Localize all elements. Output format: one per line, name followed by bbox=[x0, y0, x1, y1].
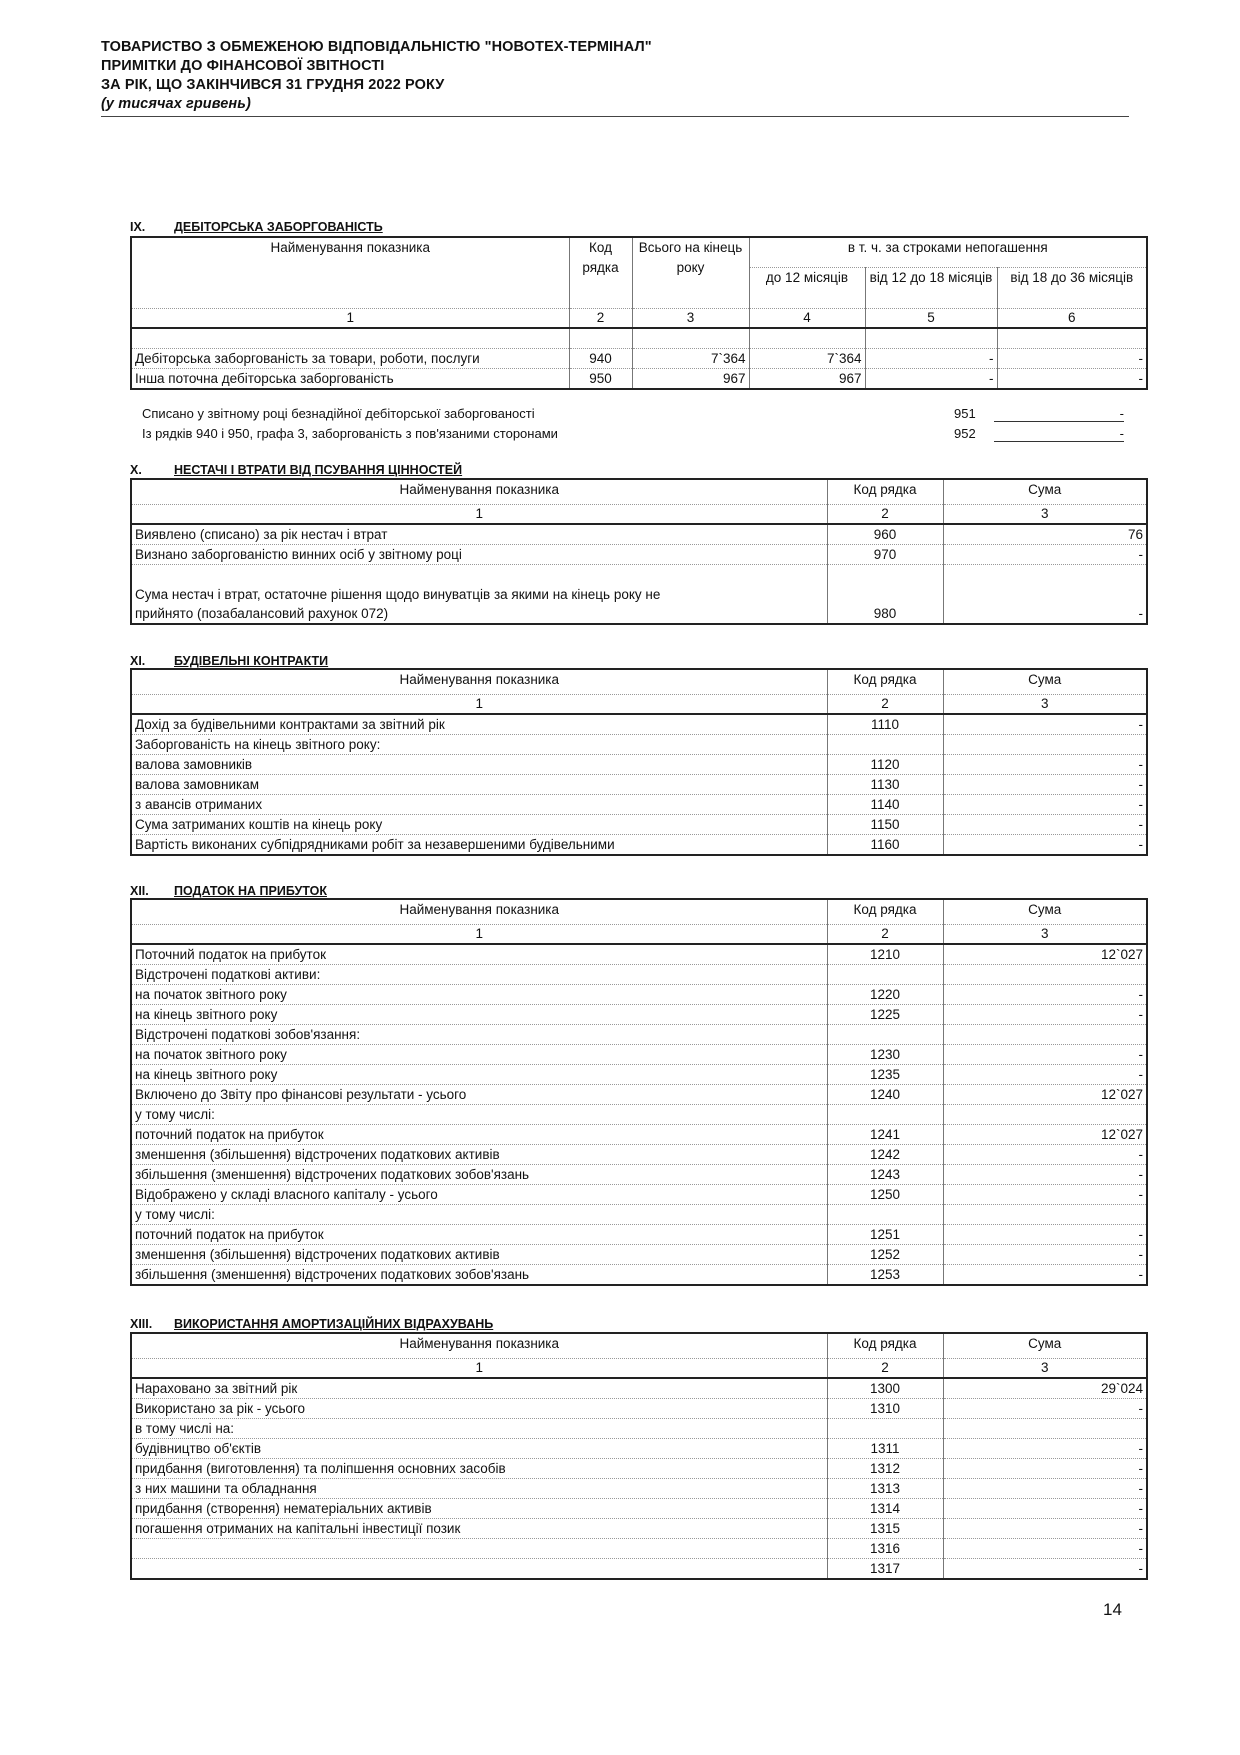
col-number: 1 bbox=[131, 695, 827, 715]
row-a: 967 bbox=[749, 368, 865, 389]
row-code: 1140 bbox=[827, 795, 943, 815]
related-parties-line bbox=[142, 426, 1124, 441]
table-row bbox=[131, 1205, 1147, 1225]
row-name: придбання (створення) нематеріальних активів bbox=[131, 1499, 827, 1519]
table-row bbox=[131, 1065, 1147, 1085]
col-code-header: Код рядка bbox=[569, 237, 632, 308]
column-number-row bbox=[131, 1359, 1147, 1379]
extra-text: Із рядків 940 і 950, графа 3, заборгованість з пов'язаними сторонами bbox=[142, 426, 558, 441]
col-code-header: Код рядка bbox=[827, 669, 943, 695]
row-sum: - bbox=[943, 714, 1147, 735]
row-sum: - bbox=[943, 1225, 1147, 1245]
section-xiii-heading bbox=[130, 1317, 493, 1331]
col-number: 5 bbox=[865, 308, 997, 328]
table-row bbox=[131, 1539, 1147, 1559]
row-name: у тому числі: bbox=[131, 1105, 827, 1125]
row-code: 1240 bbox=[827, 1085, 943, 1105]
col-number: 3 bbox=[943, 505, 1147, 525]
row-code: 1316 bbox=[827, 1539, 943, 1559]
row-code bbox=[827, 1419, 943, 1439]
table-row bbox=[131, 1419, 1147, 1439]
page-number: 14 bbox=[1103, 1600, 1122, 1619]
col-b-header: від 12 до 18 місяців bbox=[865, 267, 997, 308]
row-sum: - bbox=[943, 1145, 1147, 1165]
table-row bbox=[131, 714, 1147, 735]
shortages-table bbox=[130, 478, 1148, 625]
row-code: 1230 bbox=[827, 1045, 943, 1065]
col-name-header: Найменування показника bbox=[131, 1333, 827, 1359]
row-sum: - bbox=[943, 1165, 1147, 1185]
table-row bbox=[131, 1378, 1147, 1399]
table-row bbox=[131, 985, 1147, 1005]
row-code bbox=[827, 1205, 943, 1225]
row-name: зменшення (збільшення) відстрочених податкових активів bbox=[131, 1245, 827, 1265]
table-row bbox=[131, 775, 1147, 795]
row-code: 1242 bbox=[827, 1145, 943, 1165]
col-number: 3 bbox=[943, 925, 1147, 945]
row-code: 950 bbox=[569, 368, 632, 389]
row-sum bbox=[943, 1419, 1147, 1439]
row-code: 1160 bbox=[827, 835, 943, 856]
table-row bbox=[131, 1145, 1147, 1165]
row-c: - bbox=[997, 348, 1147, 368]
section-number: XIII. bbox=[130, 1317, 153, 1331]
table-row bbox=[131, 368, 1147, 389]
row-code: 1210 bbox=[827, 944, 943, 965]
row-code: 1220 bbox=[827, 985, 943, 1005]
row-sum: - bbox=[943, 1439, 1147, 1459]
row-name: Включено до Звіту про фінансові результати - усього bbox=[131, 1085, 827, 1105]
row-sum: 76 bbox=[943, 524, 1147, 545]
section-number: IX. bbox=[130, 220, 146, 234]
extra-value: - bbox=[994, 426, 1124, 442]
col-number: 6 bbox=[997, 308, 1147, 328]
row-name: Сума затриманих коштів на кінець року bbox=[131, 815, 827, 835]
section-xii-heading bbox=[130, 884, 327, 898]
row-name: Дохід за будівельними контрактами за звітний рік bbox=[131, 714, 827, 735]
row-name: на кінець звітного року bbox=[131, 1005, 827, 1025]
table-row bbox=[131, 755, 1147, 775]
row-name: будівництво об'єктів bbox=[131, 1439, 827, 1459]
row-name: погашення отриманих на капітальні інвестиції позик bbox=[131, 1519, 827, 1539]
col-number: 4 bbox=[749, 308, 865, 328]
row-name: Дебіторська заборгованість за товари, роботи, послуги bbox=[131, 348, 569, 368]
table-row bbox=[131, 1439, 1147, 1459]
table-row bbox=[131, 965, 1147, 985]
row-sum: - bbox=[943, 1045, 1147, 1065]
row-code: 1253 bbox=[827, 1265, 943, 1286]
table-row bbox=[131, 1125, 1147, 1145]
col-a-header: до 12 місяців bbox=[749, 267, 865, 308]
extra-text: Списано у звітному році безнадійної дебіторської заборгованості bbox=[142, 406, 535, 421]
table-row bbox=[131, 1085, 1147, 1105]
section-title: БУДІВЕЛЬНІ КОНТРАКТИ bbox=[174, 654, 329, 668]
col-number: 1 bbox=[131, 505, 827, 525]
row-code bbox=[827, 965, 943, 985]
row-code: 1312 bbox=[827, 1459, 943, 1479]
column-number-row bbox=[131, 695, 1147, 715]
col-c-header: від 18 до 36 місяців bbox=[997, 267, 1147, 308]
row-name: на кінець звітного року bbox=[131, 1065, 827, 1085]
row-sum bbox=[943, 965, 1147, 985]
section-title: ДЕБІТОРСЬКА ЗАБОРГОВАНІСТЬ bbox=[174, 220, 383, 234]
row-sum bbox=[943, 1105, 1147, 1125]
row-name: поточний податок на прибуток bbox=[131, 1125, 827, 1145]
row-sum bbox=[943, 1205, 1147, 1225]
col-number: 3 bbox=[632, 308, 749, 328]
section-ix-heading bbox=[130, 220, 383, 234]
row-name: з авансів отриманих bbox=[131, 795, 827, 815]
row-sum: - bbox=[943, 775, 1147, 795]
row-name: на початок звітного року bbox=[131, 1045, 827, 1065]
doc-title: ПРИМІТКИ ДО ФІНАНСОВОЇ ЗВІТНОСТІ bbox=[101, 58, 385, 74]
col-number: 3 bbox=[943, 695, 1147, 715]
table-body bbox=[131, 944, 1147, 1285]
row-name: Відстрочені податкові зобов'язання: bbox=[131, 1025, 827, 1045]
col-code-header: Код рядка bbox=[827, 1333, 943, 1359]
row-sum: 12`027 bbox=[943, 1125, 1147, 1145]
table-row bbox=[131, 1165, 1147, 1185]
income-tax-table bbox=[130, 898, 1148, 1286]
row-sum: 29`024 bbox=[943, 1378, 1147, 1399]
section-title: НЕСТАЧІ І ВТРАТИ ВІД ПСУВАННЯ ЦІННОСТЕЙ bbox=[174, 463, 463, 477]
row-sum: - bbox=[943, 1499, 1147, 1519]
row-name: Сума нестач і втрат, остаточне рішення щодо винуватців за якими на кінець року не прийнято (позабалансовий рахунок 072) bbox=[131, 565, 827, 625]
section-x-heading bbox=[130, 463, 462, 477]
table-row bbox=[131, 1459, 1147, 1479]
units-note: (у тисячах гривень) bbox=[101, 96, 251, 112]
row-code: 970 bbox=[827, 545, 943, 565]
col-number: 1 bbox=[131, 1359, 827, 1379]
table-row bbox=[131, 545, 1147, 565]
table-row bbox=[131, 565, 1147, 625]
table-row bbox=[131, 1105, 1147, 1125]
column-number-row bbox=[131, 925, 1147, 945]
row-code: 1120 bbox=[827, 755, 943, 775]
table-body bbox=[131, 1378, 1147, 1579]
table-row bbox=[131, 835, 1147, 856]
row-sum: - bbox=[943, 1265, 1147, 1286]
row-total: 7`364 bbox=[632, 348, 749, 368]
row-code: 1317 bbox=[827, 1559, 943, 1580]
written-off-line bbox=[142, 406, 1124, 421]
row-total: 967 bbox=[632, 368, 749, 389]
row-sum: - bbox=[943, 1559, 1147, 1580]
row-b: - bbox=[865, 348, 997, 368]
section-title: ПОДАТОК НА ПРИБУТОК bbox=[174, 884, 327, 898]
extra-code: 951 bbox=[954, 406, 976, 421]
row-code: 1314 bbox=[827, 1499, 943, 1519]
row-sum: 12`027 bbox=[943, 1085, 1147, 1105]
row-name: валова замовникам bbox=[131, 775, 827, 795]
document-header bbox=[101, 38, 1129, 117]
col-number: 3 bbox=[943, 1359, 1147, 1379]
row-sum: - bbox=[943, 815, 1147, 835]
row-sum: - bbox=[943, 1519, 1147, 1539]
table-row bbox=[131, 1399, 1147, 1419]
col-sum-header: Сума bbox=[943, 479, 1147, 505]
row-sum: - bbox=[943, 1005, 1147, 1025]
header-row bbox=[131, 669, 1147, 695]
col-name-header: Найменування показника bbox=[131, 237, 569, 308]
row-code: 1250 bbox=[827, 1185, 943, 1205]
col-number: 2 bbox=[827, 925, 943, 945]
table-row bbox=[131, 735, 1147, 755]
row-name: збільшення (зменшення) відстрочених податкових зобов'язань bbox=[131, 1265, 827, 1286]
row-code: 1315 bbox=[827, 1519, 943, 1539]
col-total-header: Всього на кінець року bbox=[632, 237, 749, 308]
receivables-table bbox=[130, 236, 1148, 390]
col-code-header: Код рядка bbox=[827, 479, 943, 505]
row-name: поточний податок на прибуток bbox=[131, 1225, 827, 1245]
row-sum: - bbox=[943, 755, 1147, 775]
company-name: ТОВАРИСТВО З ОБМЕЖЕНОЮ ВІДПОВІДАЛЬНІСТЮ "НОВОТЕХ-ТЕРМІНАЛ" bbox=[101, 39, 652, 55]
row-sum: - bbox=[943, 1479, 1147, 1499]
spacer-row bbox=[131, 328, 1147, 349]
row-name: Інша поточна дебіторська заборгованість bbox=[131, 368, 569, 389]
row-sum bbox=[943, 1025, 1147, 1045]
row-name: Виявлено (списано) за рік нестач і втрат bbox=[131, 524, 827, 545]
section-number: XII. bbox=[130, 884, 149, 898]
table-row bbox=[131, 1559, 1147, 1580]
row-name: Визнано заборгованістю винних осіб у звітному році bbox=[131, 545, 827, 565]
col-number: 1 bbox=[131, 925, 827, 945]
row-name bbox=[131, 1539, 827, 1559]
row-name: Заборгованість на кінець звітного року: bbox=[131, 735, 827, 755]
row-sum: - bbox=[943, 1399, 1147, 1419]
period: ЗА РІК, ЩО ЗАКІНЧИВСЯ 31 ГРУДНЯ 2022 РОКУ bbox=[101, 77, 445, 93]
row-code: 940 bbox=[569, 348, 632, 368]
table-row bbox=[131, 1265, 1147, 1286]
table-row bbox=[131, 1245, 1147, 1265]
col-group-header: в т. ч. за строками непогашення bbox=[749, 237, 1147, 267]
row-code bbox=[827, 1105, 943, 1125]
row-sum: - bbox=[943, 1539, 1147, 1559]
row-code: 1130 bbox=[827, 775, 943, 795]
row-name: валова замовників bbox=[131, 755, 827, 775]
row-code: 980 bbox=[827, 565, 943, 625]
table-row bbox=[131, 348, 1147, 368]
row-code: 1150 bbox=[827, 815, 943, 835]
table-row bbox=[131, 1519, 1147, 1539]
row-code: 1300 bbox=[827, 1378, 943, 1399]
col-sum-header: Сума bbox=[943, 669, 1147, 695]
row-code: 1241 bbox=[827, 1125, 943, 1145]
row-name: Відстрочені податкові активи: bbox=[131, 965, 827, 985]
row-sum: - bbox=[943, 1065, 1147, 1085]
row-name: Відображено у складі власного капіталу - усього bbox=[131, 1185, 827, 1205]
section-number: X. bbox=[130, 463, 142, 477]
section-xi-heading bbox=[130, 654, 328, 668]
row-sum: - bbox=[943, 795, 1147, 815]
col-number: 1 bbox=[131, 308, 569, 328]
row-sum: - bbox=[943, 565, 1147, 625]
extra-value: - bbox=[994, 406, 1124, 422]
row-c: - bbox=[997, 368, 1147, 389]
row-name: Нараховано за звітний рік bbox=[131, 1378, 827, 1399]
row-code: 1311 bbox=[827, 1439, 943, 1459]
row-sum: - bbox=[943, 835, 1147, 856]
col-number: 2 bbox=[827, 1359, 943, 1379]
row-sum: - bbox=[943, 545, 1147, 565]
table-row bbox=[131, 944, 1147, 965]
row-a: 7`364 bbox=[749, 348, 865, 368]
table-row bbox=[131, 815, 1147, 835]
table-row bbox=[131, 524, 1147, 545]
construction-contracts-table bbox=[130, 668, 1148, 856]
row-sum: 12`027 bbox=[943, 944, 1147, 965]
row-code bbox=[827, 735, 943, 755]
col-number: 2 bbox=[827, 695, 943, 715]
row-code: 1252 bbox=[827, 1245, 943, 1265]
row-code: 1235 bbox=[827, 1065, 943, 1085]
table-row bbox=[131, 1025, 1147, 1045]
row-code: 960 bbox=[827, 524, 943, 545]
row-b: - bbox=[865, 368, 997, 389]
col-name-header: Найменування показника bbox=[131, 899, 827, 925]
table-row bbox=[131, 1499, 1147, 1519]
row-name: збільшення (зменшення) відстрочених податкових зобов'язань bbox=[131, 1165, 827, 1185]
section-number: XI. bbox=[130, 654, 146, 668]
header-row bbox=[131, 479, 1147, 505]
header-row bbox=[131, 237, 1147, 267]
row-sum: - bbox=[943, 1459, 1147, 1479]
row-name: в тому числі на: bbox=[131, 1419, 827, 1439]
col-number: 2 bbox=[569, 308, 632, 328]
section-title: ВИКОРИСТАННЯ АМОРТИЗАЦІЙНИХ ВІДРАХУВАНЬ bbox=[174, 1317, 494, 1331]
row-code: 1110 bbox=[827, 714, 943, 735]
row-code: 1243 bbox=[827, 1165, 943, 1185]
table-row bbox=[131, 1005, 1147, 1025]
col-number: 2 bbox=[827, 505, 943, 525]
col-name-header: Найменування показника bbox=[131, 669, 827, 695]
table-row bbox=[131, 1185, 1147, 1205]
header-row bbox=[131, 1333, 1147, 1359]
header-row bbox=[131, 899, 1147, 925]
row-name: Вартість виконаних субпідрядниками робіт за незавершеними будівельними bbox=[131, 835, 827, 856]
row-name: Поточний податок на прибуток bbox=[131, 944, 827, 965]
col-code-header: Код рядка bbox=[827, 899, 943, 925]
table-row bbox=[131, 1225, 1147, 1245]
row-code bbox=[827, 1025, 943, 1045]
row-sum bbox=[943, 735, 1147, 755]
column-number-row bbox=[131, 505, 1147, 525]
extra-code: 952 bbox=[954, 426, 976, 441]
row-code: 1313 bbox=[827, 1479, 943, 1499]
row-name bbox=[131, 1559, 827, 1580]
depreciation-table bbox=[130, 1332, 1148, 1580]
col-sum-header: Сума bbox=[943, 1333, 1147, 1359]
row-name: на початок звітного року bbox=[131, 985, 827, 1005]
row-name: придбання (виготовлення) та поліпшення основних засобів bbox=[131, 1459, 827, 1479]
row-sum: - bbox=[943, 1185, 1147, 1205]
row-code: 1225 bbox=[827, 1005, 943, 1025]
table-body bbox=[131, 714, 1147, 855]
row-sum: - bbox=[943, 985, 1147, 1005]
column-number-row bbox=[131, 308, 1147, 328]
table-row bbox=[131, 795, 1147, 815]
row-name: зменшення (збільшення) відстрочених податкових активів bbox=[131, 1145, 827, 1165]
row-name: з них машини та обладнання bbox=[131, 1479, 827, 1499]
table-row bbox=[131, 1045, 1147, 1065]
row-code: 1310 bbox=[827, 1399, 943, 1419]
col-sum-header: Сума bbox=[943, 899, 1147, 925]
col-name-header: Найменування показника bbox=[131, 479, 827, 505]
row-sum: - bbox=[943, 1245, 1147, 1265]
table-row bbox=[131, 1479, 1147, 1499]
row-code: 1251 bbox=[827, 1225, 943, 1245]
row-name: Використано за рік - усього bbox=[131, 1399, 827, 1419]
row-name: у тому числі: bbox=[131, 1205, 827, 1225]
